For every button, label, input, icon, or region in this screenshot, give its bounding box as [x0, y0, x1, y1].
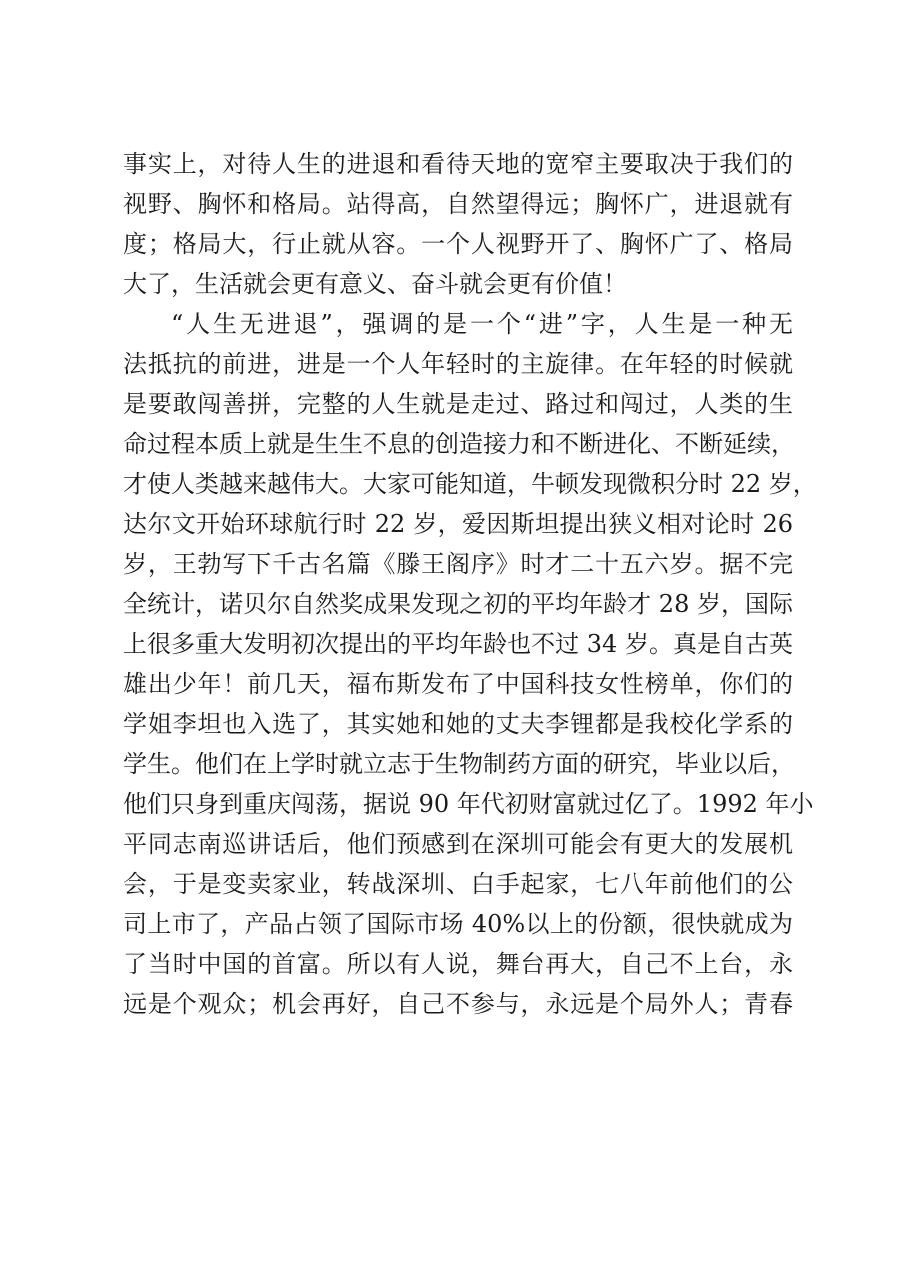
- text-line: 才使人类越来越伟大。大家可能知道，牛顿发现微积分时 22 岁，: [123, 470, 817, 498]
- paragraph-start-line: “人生无进退”，强调的是一个“进”字，人生是一种无: [171, 310, 793, 338]
- text-line: 岁，王勃写下千古名篇《滕王阁序》时才二十五六岁。据不完: [123, 550, 793, 578]
- text-line: 达尔文开始环球航行时 22 岁，爱因斯坦提出狭义相对论时 26: [123, 510, 793, 538]
- text-line: 上很多重大发明初次提出的平均年龄也不过 34 岁。真是自古英: [123, 630, 793, 658]
- text-line: 学姐李坦也入选了，其实她和她的丈夫李锂都是我校化学系的: [123, 710, 793, 738]
- text-line: 度；格局大，行止就从容。一个人视野开了、胸怀广了、格局: [123, 230, 793, 258]
- text-line: 学生。他们在上学时就立志于生物制药方面的研究，毕业以后，: [123, 750, 795, 778]
- text-line: 法抵抗的前进，进是一个人年轻时的主旋律。在年轻的时候就: [123, 350, 793, 378]
- text-line: 司上市了，产品占领了国际市场 40%以上的份额，很快就成为: [123, 910, 793, 938]
- text-line: 雄出少年！前几天，福布斯发布了中国科技女性榜单，你们的: [123, 670, 793, 698]
- text-line: 是要敢闯善拼，完整的人生就是走过、路过和闯过，人类的生: [123, 390, 793, 418]
- document-body: [123, 144, 817, 1024]
- text-line: 全统计，诺贝尔自然奖成果发现之初的平均年龄才 28 岁，国际: [123, 590, 793, 618]
- text-line: 了当时中国的首富。所以有人说，舞台再大，自己不上台，永: [123, 950, 793, 978]
- text-line: 命过程本质上就是生生不息的创造接力和不断进化、不断延续，: [123, 430, 795, 458]
- text-line: 视野、胸怀和格局。站得高，自然望得远；胸怀广，进退就有: [123, 190, 793, 218]
- text-line: 远是个观众；机会再好，自己不参与，永远是个局外人；青春: [123, 990, 793, 1018]
- paragraph-end-line: 大了，生活就会更有意义、奋斗就会更有价值！: [123, 270, 627, 298]
- text-line: 平同志南巡讲话后，他们预感到在深圳可能会有更大的发展机: [123, 830, 793, 858]
- text-line: 事实上，对待人生的进退和看待天地的宽窄主要取决于我们的: [123, 150, 793, 178]
- text-line: 他们只身到重庆闯荡，据说 90 年代初财富就过亿了。1992 年小: [123, 790, 814, 818]
- text-line: 会，于是变卖家业，转战深圳、白手起家，七八年前他们的公: [123, 870, 793, 898]
